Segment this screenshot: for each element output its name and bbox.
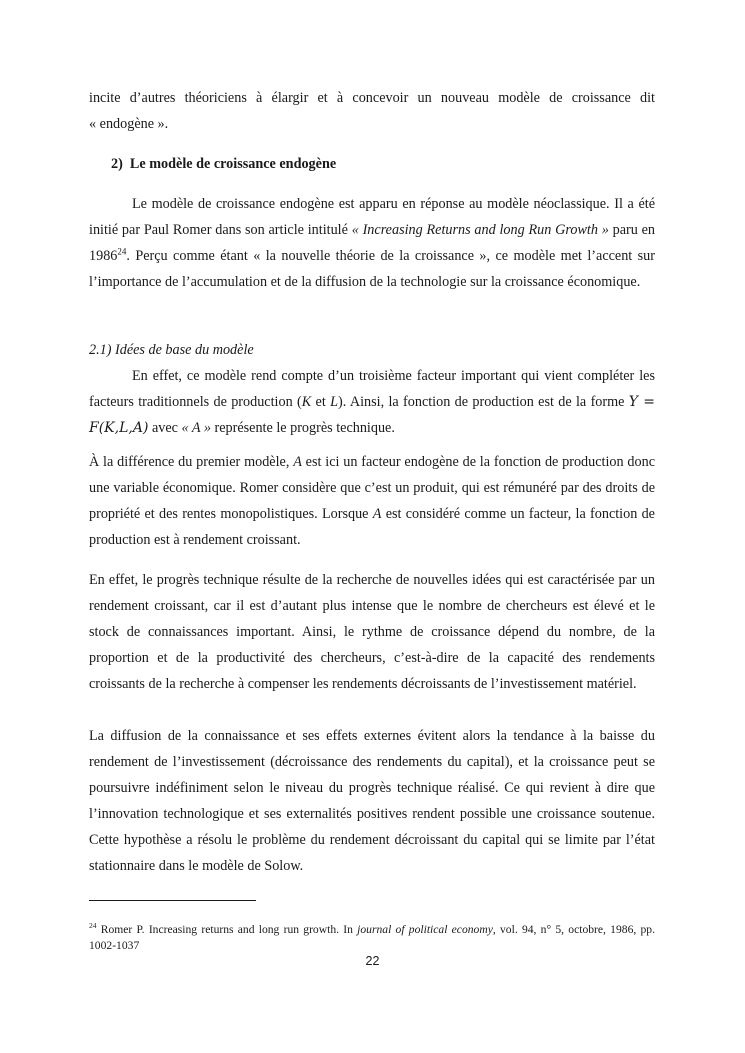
- footnote-reference[interactable]: 24: [117, 246, 127, 257]
- journal-name: journal of political economy: [357, 923, 493, 936]
- para3-text-c: est considéré comme un facteur, la fonction de production est à rendement croissant.: [89, 506, 655, 548]
- intro-paragraph: [89, 85, 655, 137]
- para1-text-a: Le modèle de croissance endogène est apparu en réponse au modèle néoclassique. Il a été initié par Paul Romer dans son article intitulé: [89, 196, 655, 238]
- paragraph-romer-intro: [89, 191, 655, 295]
- section-heading: [111, 151, 336, 177]
- intro-line-1: incite d’autres théoriciens à élargir et à concevoir un nouveau modèle de croissance dit: [89, 90, 655, 106]
- var-k: K: [301, 394, 312, 410]
- section-title: Le modèle de croissance endogène: [129, 156, 337, 172]
- para1-text-c: . Perçu comme étant « la nouvelle théorie de la croissance », ce modèle met l’accent sur l’importance de l’accumulation et de la diffusion de la technologie sur la croissance économique.: [89, 248, 655, 290]
- var-a-2: A: [372, 506, 382, 522]
- para2-text-a: En effet, ce modèle rend compte d’un troisième facteur important qui vient compléter les facteurs traditionnels de production (: [89, 368, 655, 410]
- paragraph-difference: [89, 449, 655, 553]
- a-quote: « A »: [181, 420, 211, 436]
- para2-et: et: [311, 394, 331, 410]
- paragraph-technical-progress: En effet, le progrès technique résulte de la recherche de nouvelles idées qui est caractérisée par un rendement croissant, car il est d’autant plus intense que le nombre de chercheurs est élevé et le stock de connaissances important. Ainsi, le rythme de croissance dépend du nombre, de la proportion et de la productivité des chercheurs, c’est-à-dire de la capacité des rendements croissants de la recherche à compenser les rendements décroissants de l’investissement matériel.: [89, 572, 655, 692]
- subsection-heading: 2.1) Idées de base du modèle: [89, 342, 254, 358]
- paragraph-knowledge-diffusion: La diffusion de la connaissance et ses effets externes évitent alors la tendance à la baisse du rendement de l’investissement (décroissance des rendements du capital), et la croissance peut se poursuivre indéfiniment selon le niveau du progrès technique réalisé. Ce qui revient à dire que l’innovation technologique et ses externalités positives rendent possible une croissance soutenue. Cette hypothèse a résolu le problème du rendement décroissant du capital qui se limite par l’état stationnaire dans le modèle de Solow.: [89, 728, 655, 874]
- footnote: [89, 922, 655, 954]
- para2-text-d: représente le progrès technique.: [210, 420, 395, 436]
- para3-text-a: À la différence du premier modèle,: [89, 454, 294, 470]
- footnote-marker: 24: [89, 921, 97, 931]
- article-title: « Increasing Returns and long Run Growth »: [351, 222, 609, 238]
- var-l: L: [330, 394, 339, 410]
- footnote-text-a: Romer P. Increasing returns and long run growth. In: [96, 923, 358, 936]
- var-a-1: A: [293, 454, 302, 470]
- intro-line-2: « endogène ».: [89, 116, 169, 132]
- para3-text-b: est ici un facteur endogène de la fonction de production donc une variable économique. Romer considère que c’est un produit, qui est rémunéré par des droits de propriété et des rentes monopolistiques. Lorsque: [89, 454, 656, 522]
- production-function-formula: Y = F(K,L,A): [89, 394, 655, 436]
- page-number: 22: [365, 954, 380, 968]
- para2-text-b: ). Ainsi, la fonction de production est de la forme: [338, 394, 629, 410]
- para1-text-b: paru en 1986: [89, 222, 655, 264]
- section-number: 2): [111, 156, 123, 172]
- para2-text-c: avec: [148, 420, 182, 436]
- paragraph-base-ideas: [89, 363, 655, 441]
- footnote-separator: [89, 900, 256, 901]
- footnote-text-b: , vol. 94, n° 5, octobre, 1986, pp. 1002-1037: [89, 923, 655, 952]
